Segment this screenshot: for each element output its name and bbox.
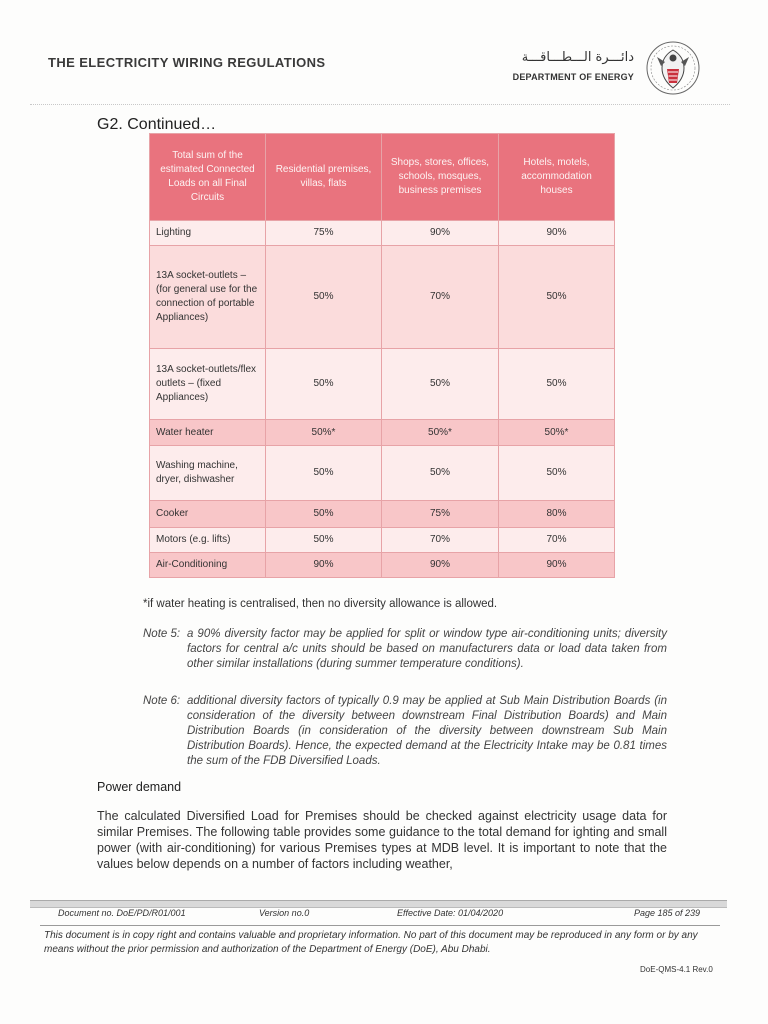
header-divider (30, 104, 730, 105)
header-shops: Shops, stores, offices, schools, mosques, business premises (382, 134, 499, 221)
footer-divider (40, 925, 720, 926)
hotels-value: 90% (499, 221, 615, 246)
header-connected-loads: Total sum of the estimated Connected Loads on all Final Circuits (150, 134, 266, 221)
row-label: Washing machine, dryer, dishwasher (150, 446, 266, 501)
row-label: 13A socket-outlets/flex outlets – (fixed Appliances) (150, 349, 266, 420)
hotels-value: 50%* (499, 420, 615, 446)
org-name-english: DEPARTMENT OF ENERGY (512, 72, 634, 82)
shops-value: 70% (382, 246, 499, 349)
row-label: 13A socket-outlets – (for general use for the connection of portable Appliances) (150, 246, 266, 349)
residential-value: 50% (266, 349, 382, 420)
shops-value: 75% (382, 501, 499, 528)
diversity-allowance-table (149, 133, 615, 578)
table-row (150, 528, 615, 553)
shops-value: 50%* (382, 420, 499, 446)
header-residential: Residential premises, villas, flats (266, 134, 382, 221)
table-header-row (150, 134, 615, 221)
department-of-energy-logo-icon (644, 38, 702, 98)
residential-value: 90% (266, 553, 382, 578)
footer-bar (30, 900, 727, 908)
table-row (150, 446, 615, 501)
hotels-value: 50% (499, 349, 615, 420)
hotels-value: 90% (499, 553, 615, 578)
row-label: Water heater (150, 420, 266, 446)
hotels-value: 70% (499, 528, 615, 553)
form-reference: DoE-QMS-4.1 Rev.0 (640, 965, 713, 974)
power-demand-heading: Power demand (97, 780, 182, 794)
residential-value: 50% (266, 501, 382, 528)
note-label: Note 5: (143, 628, 181, 640)
shops-value: 90% (382, 221, 499, 246)
copyright-notice: This document is in copy right and contains valuable and proprietary information. No part of this document may be reproduced in any form or by any means without the prior permission and authorization of the Department of Energy (DoE), Abu Dhabi. (44, 930, 698, 955)
hotels-value: 80% (499, 501, 615, 528)
hotels-value: 50% (499, 246, 615, 349)
document-title: THE ELECTRICITY WIRING REGULATIONS (48, 55, 326, 70)
shops-value: 50% (382, 349, 499, 420)
footer-version: Version no.0 (259, 908, 310, 918)
footer-page-number: Page 185 of 239 (634, 908, 701, 918)
note-5 (143, 627, 667, 672)
shops-value: 90% (382, 553, 499, 578)
residential-value: 50%* (266, 420, 382, 446)
table-row (150, 553, 615, 578)
footer-effective-date: Effective Date: 01/04/2020 (397, 908, 504, 918)
row-label: Cooker (150, 501, 266, 528)
residential-value: 50% (266, 246, 382, 349)
residential-value: 50% (266, 446, 382, 501)
org-name-arabic: دائـــرة الـــطـــاقـــة (521, 50, 634, 65)
note-text: additional diversity factors of typically 0.9 may be applied at Sub Main Distribution Boards (in consideration of the diversity between downstream Final Distribution Boards) and Main Distribution Boards (in consideration of the diversity between downstream Sub Main Distribution Boards). Hence, the expected demand at the Electricity Intake may be 0.81 times the sum of the FDB Diversified Loads. (187, 695, 667, 767)
hotels-value: 50% (499, 446, 615, 501)
note-text: a 90% diversity factor may be applied for split or window type air-conditioning units; diversity factors for central a/c units should be based on manufacturers data or load data taken from other similar installations (during summer temperature conditions). (187, 628, 667, 670)
note-6 (143, 694, 667, 769)
residential-value: 50% (266, 528, 382, 553)
table-row (150, 420, 615, 446)
residential-value: 75% (266, 221, 382, 246)
footer-document-no: Document no. DoE/PD/R01/001 (58, 908, 186, 918)
table-row (150, 246, 615, 349)
header-hotels: Hotels, motels, accommodation houses (499, 134, 615, 221)
table-row (150, 501, 615, 528)
section-heading: G2. Continued… (97, 116, 217, 133)
note-label: Note 6: (143, 695, 181, 707)
row-label: Motors (e.g. lifts) (150, 528, 266, 553)
shops-value: 70% (382, 528, 499, 553)
row-label: Lighting (150, 221, 266, 246)
table-row (150, 221, 615, 246)
power-demand-paragraph: The calculated Diversified Load for Premises should be checked against electricity usage data for similar Premises. The following table provides some guidance to the total demand for ighting and small power (with air-conditioning) for various Premises types at MDB level. It is important to note that the values below depends on a number of factors including weather, (97, 809, 667, 871)
row-label: Air-Conditioning (150, 553, 266, 578)
shops-value: 50% (382, 446, 499, 501)
table-footnote: *if water heating is centralised, then no diversity allowance is allowed. (143, 598, 498, 610)
table-row (150, 349, 615, 420)
